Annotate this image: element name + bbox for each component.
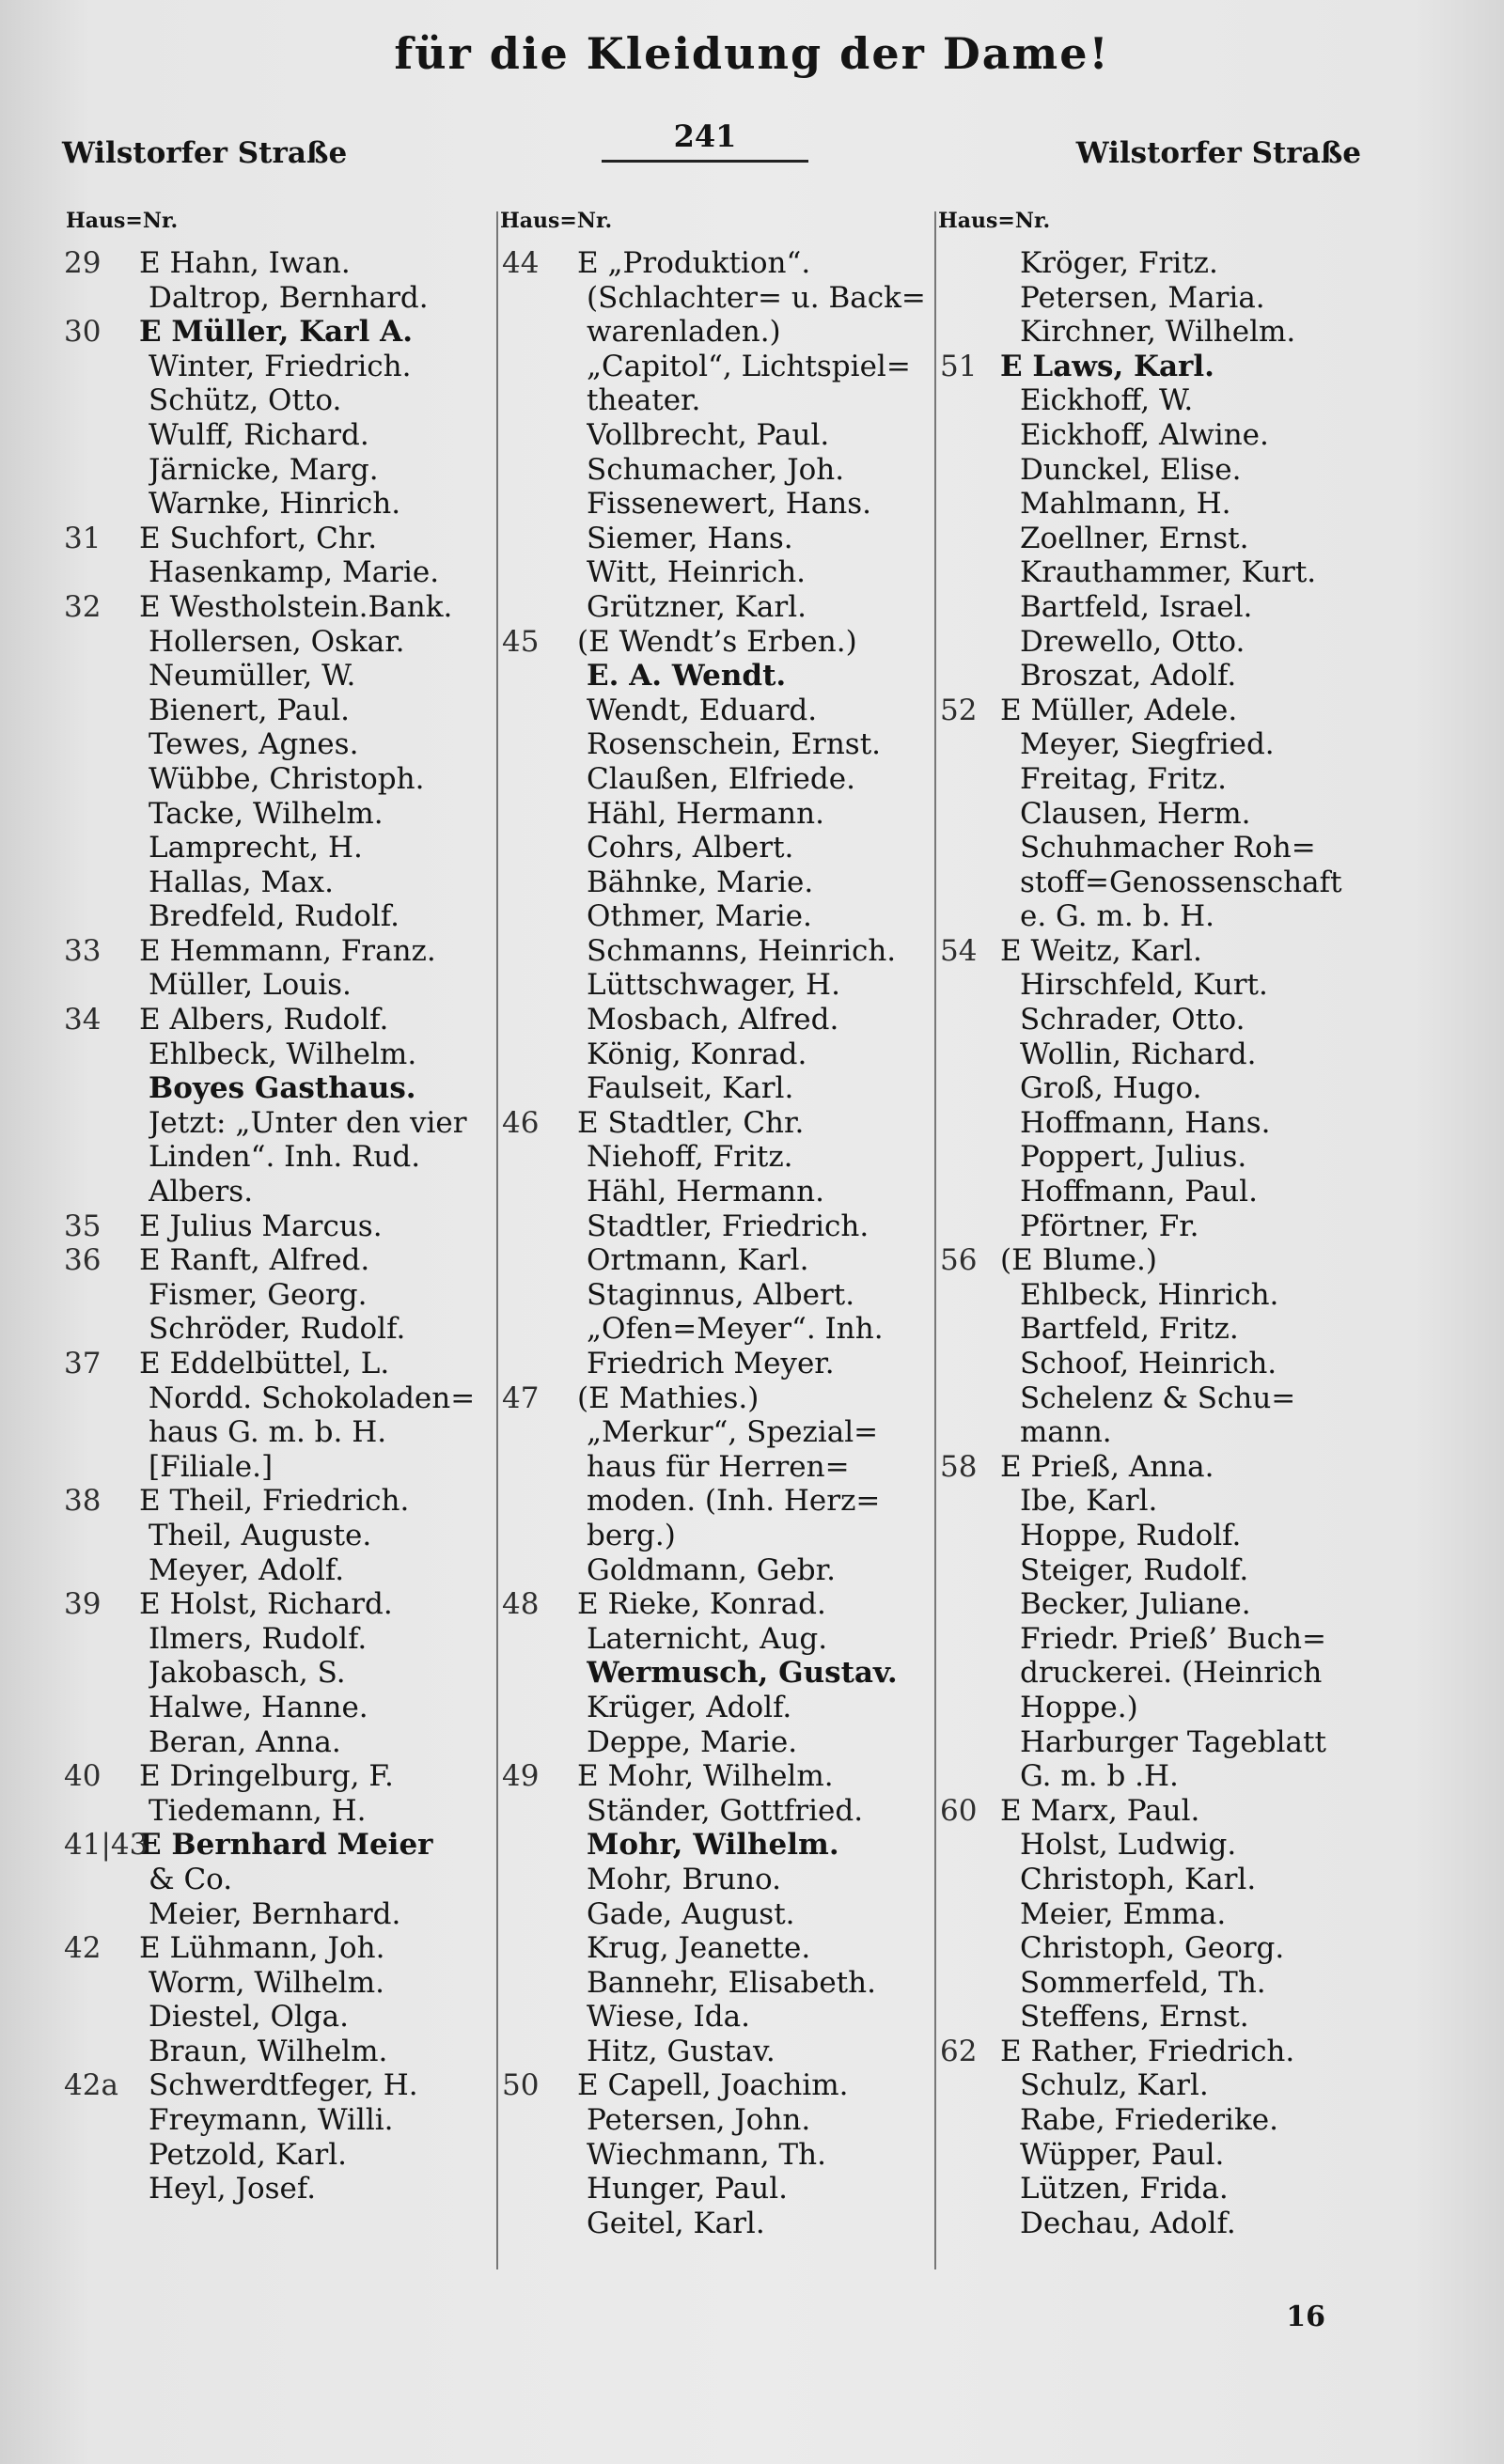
resident-line: theater. [587,383,701,418]
resident-line: Sommerfeld, Th. [1020,1965,1266,2000]
resident-line: Bannehr, Elisabeth. [587,1965,876,2000]
resident-line: Krug, Jeanette. [587,1931,811,1966]
resident-line: Petersen, John. [587,2103,811,2138]
resident-line: Hoffmann, Hans. [1020,1105,1271,1140]
resident-line: E Westholstein.Bank. [139,589,453,624]
resident-line: (E Mathies.) [577,1380,760,1415]
resident-line: Jakobasch, S. [149,1656,346,1691]
house-entry [64,1931,498,2068]
resident-line: E Bernhard Meier [139,1828,433,1863]
directory-column-1 [64,246,498,2207]
house-entry [64,315,498,522]
resident-line: Zoellner, Ernst. [1020,521,1249,555]
resident-line: Deppe, Marie. [587,1724,798,1759]
resident-line: Ilmers, Rudolf. [149,1621,368,1656]
resident-line: G. m. b .H. [1020,1759,1179,1794]
resident-line: Hoffmann, Paul. [1020,1175,1258,1209]
house-number: 44 [502,246,540,280]
house-entry [502,1106,932,1381]
resident-line: Eickhoff, Alwine. [1020,417,1269,452]
resident-line: Bredfeld, Rudolf. [149,899,400,934]
resident-line: E Holst, Richard. [139,1587,393,1622]
house-entry [502,246,932,625]
resident-line: Hoppe.) [1020,1690,1138,1724]
resident-line: E Laws, Karl. [1000,349,1214,383]
resident-line: stoff=Genossenschaft [1020,865,1342,899]
resident-line: Schütz, Otto. [149,383,342,418]
resident-line: Schumacher, Joh. [587,452,845,487]
resident-line: Boyes Gasthaus. [149,1071,416,1106]
resident-line: E Lühmann, Joh. [139,1931,385,1966]
house-number: 35 [64,1209,102,1243]
running-head-right: Wilstorfer Straße [1075,136,1361,170]
resident-line: Witt, Heinrich. [587,555,807,590]
resident-line: druckerei. (Heinrich [1020,1656,1323,1691]
resident-line: haus G. m. b. H. [149,1415,387,1450]
resident-line: (E Wendt’s Erben.) [577,624,857,659]
house-number: 32 [64,589,102,624]
house-number: 54 [940,933,978,968]
resident-line: Worm, Wilhelm. [149,1965,384,2000]
resident-line: E Theil, Friedrich. [139,1484,410,1519]
house-number: 50 [502,2068,540,2103]
house-entry [940,1243,1391,1450]
resident-line: Grützner, Karl. [587,589,807,624]
resident-line: E Ranft, Alfred. [139,1243,370,1278]
resident-line: Christoph, Georg. [1020,1931,1285,1966]
resident-line: Ehlbeck, Wilhelm. [149,1037,417,1071]
resident-line: Ständer, Gottfried. [587,1793,864,1828]
resident-line: E Weitz, Karl. [1000,933,1202,968]
house-number: 40 [64,1759,102,1794]
resident-line: Wübbe, Christoph. [149,761,425,796]
house-entry [64,246,498,315]
resident-line: E Suchfort, Chr. [139,521,378,555]
house-number: 39 [64,1587,102,1622]
house-entry [502,1381,932,1588]
house-number: 60 [940,1793,978,1828]
resident-line: Harburger Tageblatt [1020,1724,1326,1759]
resident-line: Bartfeld, Fritz. [1020,1312,1239,1347]
resident-line: Bienert, Paul. [149,693,351,727]
house-number: 49 [502,1759,540,1794]
house-number: 47 [502,1380,540,1415]
resident-line: Jetzt: „Unter den vier [149,1105,467,1140]
house-entry [64,1587,498,1759]
running-head-left: Wilstorfer Straße [62,136,348,170]
resident-line: (Schlachter= u. Back= [587,280,926,315]
house-number: 52 [940,693,978,727]
resident-line: E „Produktion“. [577,246,811,280]
house-number: 58 [940,1449,978,1484]
resident-line: Pförtner, Fr. [1020,1209,1199,1243]
resident-line: Mosbach, Alfred. [587,1003,839,1037]
resident-line: Schuhmacher Roh= [1020,831,1316,866]
resident-line: Järnicke, Marg. [149,452,379,487]
resident-line: Wermusch, Gustav. [587,1656,898,1691]
resident-line: Wendt, Eduard. [587,693,818,727]
resident-line: Kröger, Fritz. [1020,246,1218,280]
house-entry [940,2035,1391,2241]
resident-line: Winter, Friedrich. [149,349,412,383]
house-number: 29 [64,246,102,280]
resident-line: Kirchner, Wilhelm. [1020,315,1296,350]
resident-line: Hollersen, Oskar. [149,624,405,659]
house-entry [940,934,1391,1243]
resident-line: Holst, Ludwig. [1020,1828,1237,1863]
resident-line: Dunckel, Elise. [1020,452,1242,487]
resident-line: Krauthammer, Kurt. [1020,555,1317,590]
resident-line: E. A. Wendt. [587,659,787,694]
resident-line: haus für Herren= [587,1449,850,1484]
resident-line: Linden“. Inh. Rud. [149,1140,421,1175]
resident-line: „Merkur“, Spezial= [587,1415,879,1450]
resident-line: Ehlbeck, Hinrich. [1020,1277,1279,1312]
resident-line: Niehoff, Fritz. [587,1140,793,1175]
house-entry [940,1794,1391,2035]
resident-line: Cohrs, Albert. [587,831,794,866]
resident-line: mann. [1020,1415,1112,1450]
resident-line: E Capell, Joachim. [577,2068,849,2103]
resident-line: E Hemmann, Franz. [139,933,436,968]
resident-line: König, Konrad. [587,1037,807,1071]
resident-line: Siemer, Hans. [587,521,793,555]
house-entry [502,2068,932,2240]
house-number: 38 [64,1484,102,1519]
house-entry [64,590,498,934]
resident-line: Schröder, Rudolf. [149,1312,406,1347]
resident-line: Steffens, Ernst. [1020,2000,1249,2035]
resident-line: Warnke, Hinrich. [149,487,401,522]
resident-line: E Albers, Rudolf. [139,1003,389,1037]
resident-line: Wüpper, Paul. [1020,2137,1225,2172]
resident-line: Groß, Hugo. [1020,1071,1202,1106]
resident-line: Clausen, Herm. [1020,796,1251,831]
resident-line: Meier, Emma. [1020,1896,1227,1931]
house-entry [64,1347,498,1484]
resident-line: E Mohr, Wilhelm. [577,1759,834,1794]
resident-line: Schmanns, Heinrich. [587,933,897,968]
resident-line: Staginnus, Albert. [587,1277,855,1312]
resident-line: „Capitol“, Lichtspiel= [587,349,911,383]
house-entry [64,1484,498,1587]
resident-line: Rosenschein, Ernst. [587,727,882,762]
resident-line: Dechau, Adolf. [1020,2206,1236,2240]
resident-line: Eickhoff, W. [1020,383,1194,418]
resident-line: Schoof, Heinrich. [1020,1347,1277,1380]
column-heading-2: Haus=Nr. [500,209,613,233]
column-heading-1: Haus=Nr. [66,209,179,233]
resident-line: E Stadtler, Chr. [577,1105,805,1140]
resident-line: Heyl, Josef. [149,2172,317,2207]
resident-line: Hirschfeld, Kurt. [1020,968,1268,1003]
resident-line: E Prieß, Anna. [1000,1449,1214,1484]
resident-line: Fissenewert, Hans. [587,487,872,522]
signature-mark: 16 [1286,2300,1325,2333]
resident-line: Schrader, Otto. [1020,1003,1246,1037]
resident-line: Vollbrecht, Paul. [587,417,830,452]
house-number: 48 [502,1587,540,1622]
resident-line: Hunger, Paul. [587,2172,788,2207]
house-entry [64,522,498,590]
resident-line: Broszat, Adolf. [1020,659,1237,694]
house-entry [64,1759,498,1828]
resident-line: Neumüller, W. [149,659,356,694]
resident-line: Schulz, Karl. [1020,2068,1209,2103]
resident-line: E Marx, Paul. [1000,1793,1200,1828]
resident-line: Goldmann, Gebr. [587,1552,836,1587]
resident-line: warenladen.) [587,315,781,350]
resident-line: E Müller, Adele. [1000,693,1238,727]
resident-line: Friedr. Prieß’ Buch= [1020,1621,1326,1656]
resident-line: Steiger, Rudolf. [1020,1552,1249,1587]
house-entry [64,1243,498,1347]
resident-line: E Hahn, Iwan. [139,246,351,280]
resident-line: Petzold, Karl. [149,2137,347,2172]
resident-line: Mohr, Bruno. [587,1862,781,1896]
resident-line: E Rieke, Konrad. [577,1587,826,1622]
resident-line: Theil, Auguste. [149,1518,372,1552]
house-entry [502,625,932,1106]
resident-line: Petersen, Maria. [1020,280,1265,315]
resident-line: Meyer, Adolf. [149,1552,345,1587]
house-entry [502,1587,932,1759]
resident-line: Wiese, Ida. [587,2000,750,2035]
resident-line: Schelenz & Schu= [1020,1380,1296,1415]
house-entry [64,934,498,1003]
house-entry [940,694,1391,934]
resident-line: Hitz, Gustav. [587,2034,776,2068]
resident-line: Mohr, Wilhelm. [587,1828,839,1863]
resident-line: Tiedemann, H. [149,1793,367,1828]
resident-line: Gade, August. [587,1896,795,1931]
page-number: 241 [673,118,737,154]
resident-line: Meier, Bernhard. [149,1896,401,1931]
house-number: 37 [64,1347,102,1380]
page-number-rule [602,160,808,163]
resident-line: Drewello, Otto. [1020,624,1246,659]
resident-line: E Müller, Karl A. [139,315,413,350]
resident-line: Hallas, Max. [149,865,335,899]
resident-line: Freitag, Fritz. [1020,761,1227,796]
resident-line: Diestel, Olga. [149,2000,349,2035]
resident-line: Albers. [149,1175,254,1209]
house-entry [940,350,1391,694]
house-entry [940,246,1391,350]
resident-line: Stadtler, Friedrich. [587,1209,870,1243]
resident-line: E Rather, Friedrich. [1000,2034,1295,2068]
house-entry [64,2068,498,2206]
house-number: 42 [64,1931,102,1966]
house-number: 36 [64,1243,102,1278]
resident-line: Braun, Wilhelm. [149,2034,388,2068]
resident-line: Becker, Juliane. [1020,1587,1251,1622]
resident-line: Nordd. Schokoladen= [149,1380,476,1415]
resident-line: Christoph, Karl. [1020,1862,1257,1896]
resident-line: Schwerdtfeger, H. [149,2068,418,2103]
resident-line: Wulff, Richard. [149,417,369,452]
house-entry [940,1450,1391,1794]
resident-line: (E Blume.) [1000,1243,1157,1278]
house-number: 56 [940,1243,978,1278]
resident-line: Geitel, Karl. [587,2206,765,2240]
resident-line: Claußen, Elfriede. [587,761,855,796]
resident-line: Fismer, Georg. [149,1277,368,1312]
house-number: 42a [64,2068,118,2103]
resident-line: & Co. [149,1862,233,1896]
resident-line: Rabe, Friederike. [1020,2103,1278,2138]
resident-line: Poppert, Julius. [1020,1140,1247,1175]
house-number: 33 [64,933,102,968]
resident-line: Friedrich Meyer. [587,1347,835,1380]
resident-line: „Ofen=Meyer“. Inh. [587,1312,884,1347]
directory-column-2 [502,246,932,2240]
house-number: 62 [940,2034,978,2068]
resident-line: Lamprecht, H. [149,831,363,866]
resident-line: Wiechmann, Th. [587,2137,826,2172]
column-divider-2 [934,211,936,2269]
resident-line: Tewes, Agnes. [149,727,359,762]
resident-line: [Filiale.] [149,1449,274,1484]
resident-line: Laternicht, Aug. [587,1621,828,1656]
resident-line: Müller, Louis. [149,968,352,1003]
column-heading-3: Haus=Nr. [938,209,1051,233]
resident-line: Tacke, Wilhelm. [149,796,384,831]
resident-line: Hasenkamp, Marie. [149,555,440,590]
house-entry [502,1759,932,2068]
resident-line: Beran, Anna. [149,1724,341,1759]
resident-line: Daltrop, Bernhard. [149,280,429,315]
resident-line: Halwe, Hanne. [149,1690,368,1724]
house-number: 34 [64,1003,102,1037]
house-number: 51 [940,349,978,383]
resident-line: Lützen, Frida. [1020,2172,1229,2207]
resident-line: Wollin, Richard. [1020,1037,1257,1071]
resident-line: E Dringelburg, F. [139,1759,394,1794]
house-number: 30 [64,315,102,350]
house-entry [64,1003,498,1209]
resident-line: Krüger, Adolf. [587,1690,792,1724]
resident-line: E Eddelbüttel, L. [139,1347,390,1380]
resident-line: e. G. m. b. H. [1020,899,1214,934]
resident-line: Hoppe, Rudolf. [1020,1518,1242,1552]
house-number: 45 [502,624,540,659]
house-entry [64,1209,498,1244]
house-number: 41|43 [64,1828,149,1863]
resident-line: berg.) [587,1518,676,1552]
resident-line: Bartfeld, Israel. [1020,589,1253,624]
resident-line: Mahlmann, H. [1020,487,1231,522]
house-entry [64,1828,498,1931]
resident-line: Bähnke, Marie. [587,865,814,899]
directory-column-3 [940,246,1391,2240]
resident-line: Ortmann, Karl. [587,1243,809,1278]
resident-line: Othmer, Marie. [587,899,812,934]
resident-line: moden. (Inh. Herz= [587,1484,881,1519]
advertising-banner: für die Kleidung der Dame! [394,28,1110,79]
house-number: 31 [64,521,102,555]
resident-line: Meyer, Siegfried. [1020,727,1275,762]
resident-line: E Julius Marcus. [139,1209,383,1243]
house-number: 46 [502,1105,540,1140]
resident-line: Faulseit, Karl. [587,1071,794,1106]
resident-line: Ibe, Karl. [1020,1484,1158,1519]
resident-line: Freymann, Willi. [149,2103,394,2138]
resident-line: Hähl, Hermann. [587,796,824,831]
resident-line: Hähl, Hermann. [587,1175,824,1209]
resident-line: Lüttschwager, H. [587,968,840,1003]
